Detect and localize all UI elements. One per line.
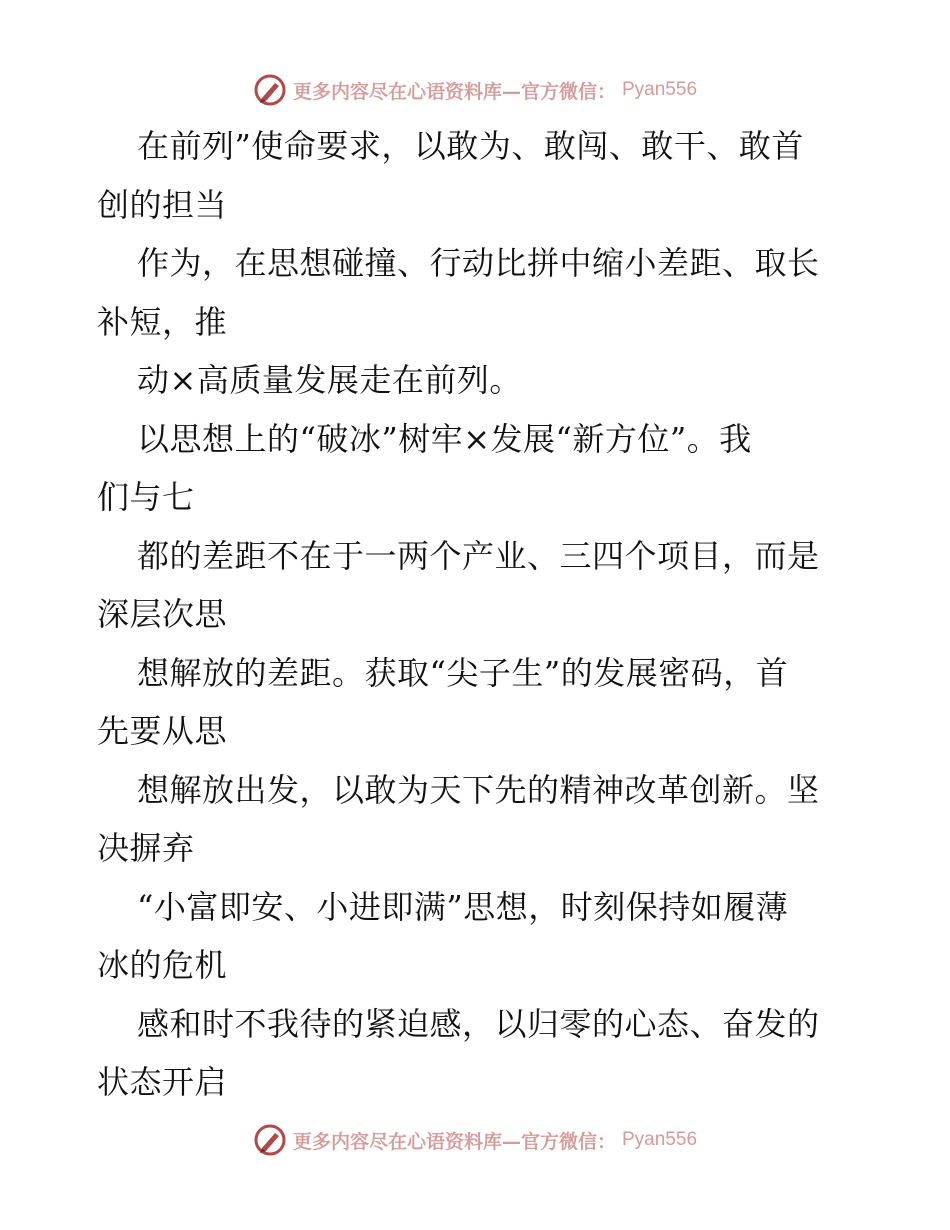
banner-handle: Pyan556 (622, 1129, 698, 1150)
body-line: 创的担当 (97, 185, 228, 224)
body-line: 想解放出发，以敢为天下先的精神改革创新。坚 (137, 770, 820, 809)
body-line: 在前列”使命要求，以敢为、敢闯、敢干、敢首 (137, 127, 804, 165)
body-line: 补短，推 (97, 302, 228, 341)
body-line: 动×高质量发展走在前列。 (137, 361, 522, 399)
header-banner (0, 70, 950, 110)
body-line: 们与七 (97, 478, 195, 516)
body-line: 感和时不我待的紧迫感，以归零的心态、奋发的 (137, 1004, 820, 1043)
body-line: 作为，在思想碰撞、行动比拼中缩小差距、取长 (137, 244, 820, 282)
body-line: 深层次思 (97, 595, 228, 633)
body-line: 都的差距不在于一两个产业、三四个项目，而是 (137, 536, 820, 575)
body-line: 决摒弃 (97, 829, 195, 867)
pen-logo-icon (253, 1123, 287, 1157)
banner-text: 更多内容尽在心语资料库—官方微信： (292, 1130, 616, 1153)
banner-text: 更多内容尽在心语资料库—官方微信： (292, 80, 616, 103)
pen-logo-icon (253, 73, 287, 107)
body-line: 状态开启 (97, 1063, 228, 1101)
document-body (97, 117, 853, 1112)
body-line: 以思想上的“破冰”树牢×发展“新方位”。我 (137, 419, 752, 458)
banner-handle: Pyan556 (622, 79, 698, 100)
body-line: “小富即安、小进即满”思想，时刻保持如履薄 (137, 887, 789, 926)
body-line: 想解放的差距。获取“尖子生”的发展密码，首 (137, 653, 789, 692)
body-line: 先要从思 (97, 712, 228, 750)
body-line: 冰的危机 (97, 946, 228, 984)
footer-banner (0, 1120, 950, 1160)
